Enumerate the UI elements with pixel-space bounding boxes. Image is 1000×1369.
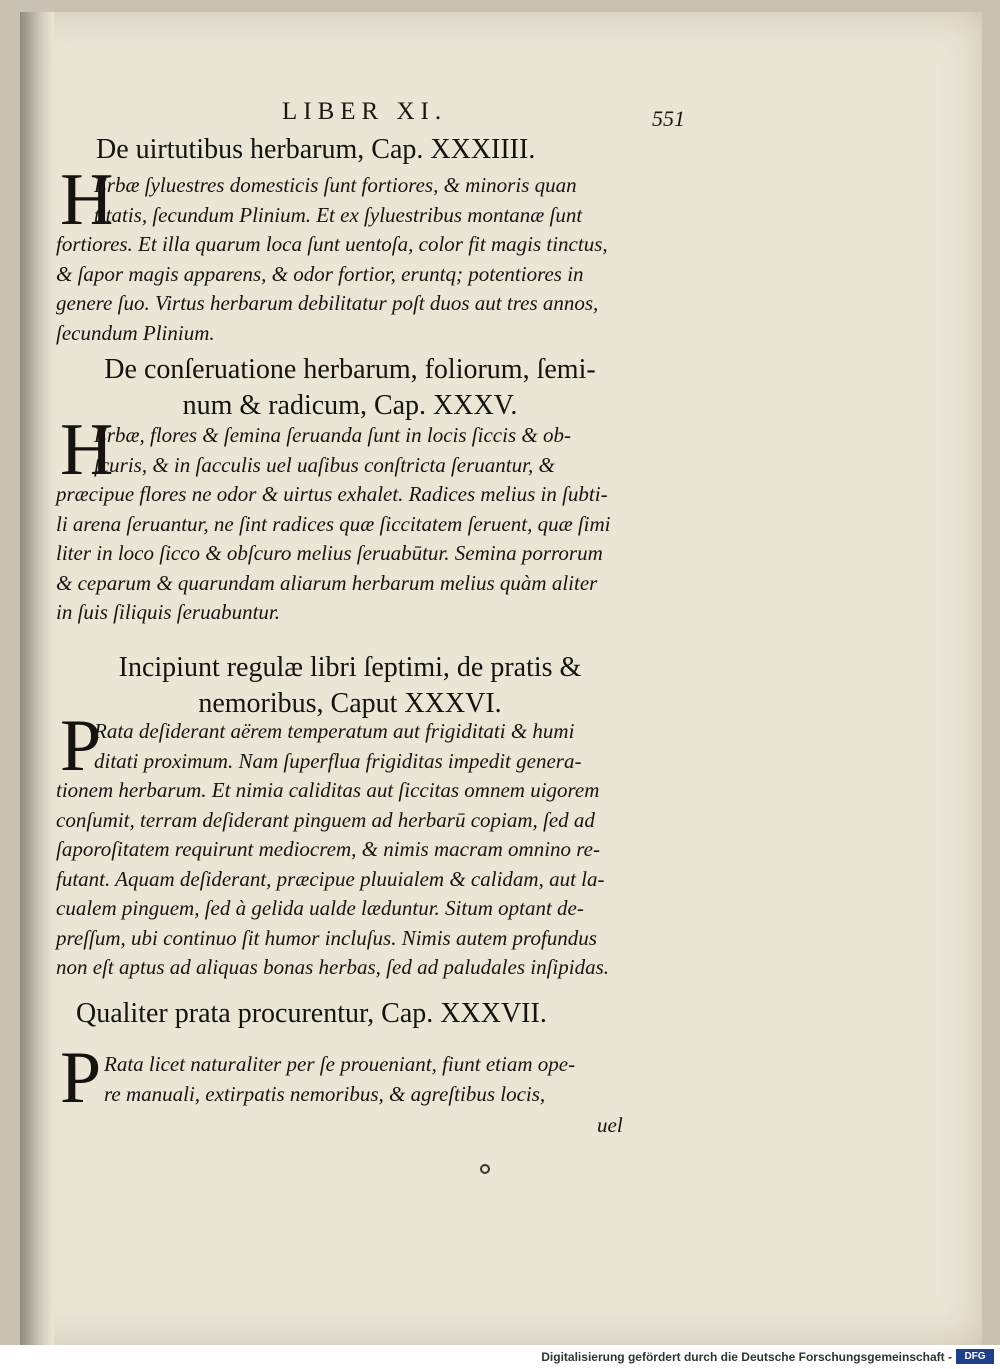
text-line: Erbæ ſyluestres domesticis ſunt fortiores, & minoris quan <box>94 173 577 197</box>
chapter-heading <box>60 650 640 722</box>
text-line: & ſapor magis apparens, & odor fortior, eruntq; potentiores in <box>56 261 584 286</box>
drop-initial: P <box>60 705 102 787</box>
heading-line: Incipiunt regulæ libri ſeptimi, de pratis & <box>118 652 582 683</box>
text-line: genere ſuo. Virtus herbarum debilitatur poſt duos aut tres annos, <box>56 291 599 315</box>
ink-mark <box>480 1164 490 1174</box>
dfg-logo: DFG <box>956 1349 994 1364</box>
text-line: Rata deſiderant aërem temperatum aut frigiditati & humi <box>94 719 575 743</box>
chapter-body <box>56 1037 656 1119</box>
footer-bar <box>0 1345 1000 1369</box>
text-line: Rata licet naturaliter per ſe proueniant, fiunt etiam ope- <box>104 1052 576 1076</box>
text-line: li arena ſeruantur, ne ſint radices quæ ſiccitatem ſeruent, quæ ſimi <box>56 511 611 536</box>
chapter-body <box>56 409 656 628</box>
page-header <box>0 96 1000 136</box>
text-line: liter in loco ſicco & obſcuro melius ſeruabūtur. Semina porrorum <box>56 541 603 565</box>
heading-line: num & radicum, Cap. XXXV. <box>182 390 518 421</box>
drop-initial: H <box>60 409 114 491</box>
page-number: 551 <box>652 106 685 131</box>
chapter-body <box>56 159 656 348</box>
catchword: uel <box>597 1113 623 1137</box>
text-line: præcipue flores ne odor & uirtus exhalet. Radices melius in ſubti- <box>56 482 608 506</box>
text-line: cualem pinguem, ſed à gelida ualde læduntur. Situm optant de- <box>56 896 584 920</box>
chapter-body <box>56 705 656 983</box>
text-line: preſſum, ubi continuo ſit humor incluſus. Nimis autem profundus <box>56 925 597 950</box>
text-line: Erbæ, flores & ſemina ſeruanda ſunt in locis ſiccis & ob- <box>94 423 571 447</box>
chapter-heading: De uirtutibus herbarum, Cap. XXXIIII. <box>96 134 536 165</box>
drop-initial: H <box>60 159 114 241</box>
running-title: LIBER XI. <box>282 98 448 125</box>
text-line: conſumit, terram deſiderant pinguem ad herbarū copiam, ſed ad <box>56 807 595 832</box>
heading-line: nemoribus, Caput XXXVI. <box>198 688 502 719</box>
text-line: re manuali, extirpatis nemoribus, & agreſtibus locis, <box>104 1081 546 1106</box>
text-line: non eſt aptus ad aliquas bonas herbas, ſed ad paludales inſipidas. <box>56 955 610 979</box>
page-gutter-shadow <box>20 12 54 1345</box>
text-line: titatis, ſecundum Plinium. Et ex ſyluestribus montanæ ſunt <box>94 202 583 227</box>
text-line: ſaporoſitatem requirunt mediocrem, & nimis macram omnino re- <box>56 837 601 861</box>
text-line: fortiores. Et illa quarum loca ſunt uentoſa, color fit magis tinctus, <box>56 232 608 256</box>
text-line: in ſuis ſiliquis ſeruabuntur. <box>56 600 281 624</box>
heading-line: De conſeruatione herbarum, foliorum, ſemi- <box>104 354 596 385</box>
text-line: futant. Aquam deſiderant, præcipue pluuialem & calidam, aut la- <box>56 866 605 891</box>
text-line: & ceparum & quarundam aliarum herbarum melius quàm aliter <box>56 570 598 595</box>
drop-initial: P <box>60 1037 102 1119</box>
text-line: ditati proximum. Nam ſuperflua frigiditas impedit genera- <box>94 748 582 773</box>
text-line: ſecundum Plinium. <box>56 320 215 345</box>
text-line: ſcuris, & in ſacculis uel uaſibus conſtricta ſeruantur, & <box>94 452 555 477</box>
chapter-heading <box>60 352 640 424</box>
funding-credit: Digitalisierung gefördert durch die Deutsche Forschungsgemeinschaft - <box>541 1350 952 1364</box>
text-line: tionem herbarum. Et nimia caliditas aut ſiccitas omnem uigorem <box>56 778 600 802</box>
chapter-heading: Qualiter prata procurentur, Cap. XXXVII. <box>76 998 547 1029</box>
